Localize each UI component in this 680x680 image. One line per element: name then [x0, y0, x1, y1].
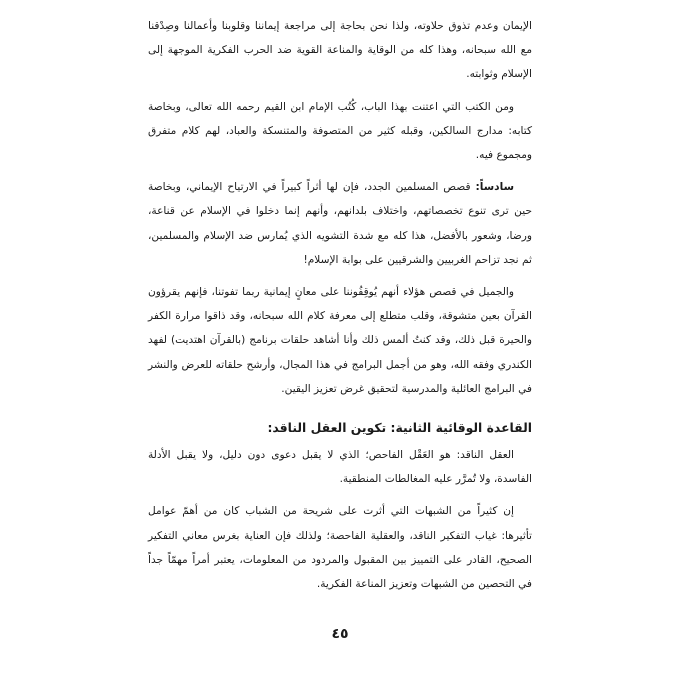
point-six-text: قصص المسلمين الجدد، فإن لها أثراً كبيراً في الارتياح الإيماني، وبخاصة حين ترى تنوع تخصصاتهم، واختلاف بلدانهم، وأنهم إنما دخلوا في الإسلام عن قناعة، ورضا، وشعور بالأفضل، هذا كله مع شدة التشويه الذي يُمارس ضد الإسلام والمسلمين، ثم نجد تزاحم الغربيين والشرقيين على بوابة الإسلام! — [148, 181, 532, 266]
section-heading: القاعدة الوقائية الثانية: تكوين العقل الناقد: — [267, 420, 532, 436]
document-page — [148, 14, 532, 674]
page-number: ٤٥ — [331, 626, 349, 642]
paragraph-faith-review: الإيمان وعدم تذوق حلاوته، ولذا نحن بحاجة إلى مراجعة إيماننا وقلوبنا وأعمالنا وصِدْقنا مع الله سبحانه، وهذا كله من الوقاية والمناعة القوية ضد الحرب الفكرية الموجهة إلى الإسلام وثوابته. — [148, 20, 532, 81]
paragraph-ibn-qayyim-books: ومن الكتب التي اعتنت بهذا الباب، كُتُب الإمام ابن القيم رحمه الله تعالى، وبخاصة كتابه: مدارج السالكين، وقبله كثير من المتصوفة والمتنسكة والعباد، لهم كلام متفرق ومجموع فيه. — [148, 100, 532, 162]
paragraph-new-muslims — [148, 175, 532, 272]
paragraph-critical-mind-definition: العقل الناقد: هو العَقْل الفاحص؛ الذي لا يقبل دعوى دون دليل، ولا يقبل الأدلة الفاسدة، ولا تُمرَّر عليه المغالطات المنطقية. — [148, 449, 532, 486]
point-six-label: سادساً: — [475, 181, 514, 194]
paragraph-critical-thinking-importance: إن كثيراً من الشبهات التي أثرت على شريحة من الشباب كان من أهمّ عوامل تأثيرها: غياب التفكير الناقد، والعقلية الفاحصة؛ ولذلك فإن العناية بغرس معاني التفكير الصحيح، القادر على التمييز بين المقبول والمردود من المعلومات، يعتبر أمراً مهمّاً جداً في التحصين من الشبهات وتعزيز المناعة الفكرية. — [148, 505, 532, 591]
paragraph-stories-benefit: والجميل في قصص هؤلاء أنهم يُوقِفُوننا على معانٍ إيمانية ربما تفوتنا، فإنهم يقرؤون القرآن بعين متشوقة، وقلب متطلع إلى معرفة كلام الله سبحانه، وقد ذاقوا مرارة الكفر والحيرة قبل ذلك، وقد كنتُ ألمس ذلك وأنا أشاهد حلقات برنامج (بالقرآن اهتديت) لفهد الكندري وفقه الله، وهو من أجمل البرامج في هذا المجال، وأرشح حلقاته للعرض والنشر في البرامج العائلية والمدرسية لتحقيق غرض تعزيز اليقين. — [148, 286, 532, 395]
